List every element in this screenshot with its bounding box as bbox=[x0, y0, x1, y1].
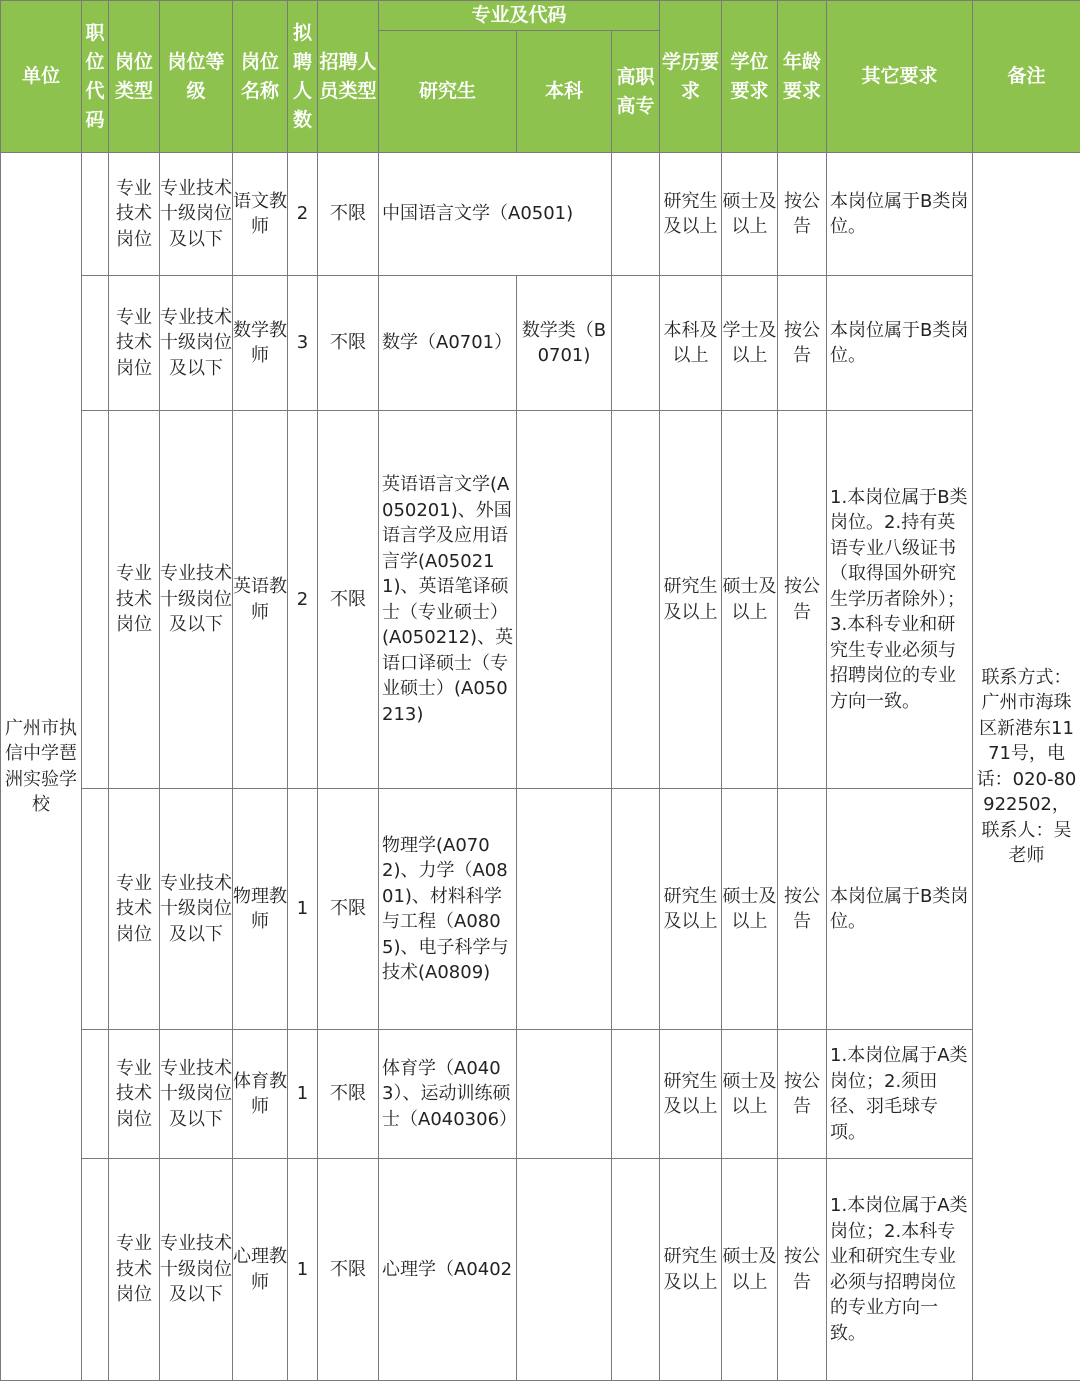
education-cell: 研究生及以上 bbox=[660, 153, 722, 276]
age-cell: 按公告 bbox=[778, 789, 827, 1030]
header-post-code: 职位代码 bbox=[82, 1, 109, 153]
undergrad-major-cell bbox=[517, 789, 612, 1030]
education-cell: 研究生及以上 bbox=[660, 1159, 722, 1381]
post-code-cell bbox=[82, 1159, 109, 1381]
header-unit: 单位 bbox=[1, 1, 82, 153]
count-cell: 3 bbox=[288, 276, 318, 411]
age-cell: 按公告 bbox=[778, 276, 827, 411]
age-cell: 按公告 bbox=[778, 1159, 827, 1381]
header-count: 拟聘人数 bbox=[288, 1, 318, 153]
vocational-cell bbox=[612, 411, 660, 789]
degree-cell: 硕士及以上 bbox=[722, 1030, 778, 1159]
header-undergrad: 本科 bbox=[517, 31, 612, 153]
age-cell: 按公告 bbox=[778, 1030, 827, 1159]
post-name-cell: 物理教师 bbox=[233, 789, 288, 1030]
undergrad-major-cell: 数学类（B0701) bbox=[517, 276, 612, 411]
age-cell: 按公告 bbox=[778, 153, 827, 276]
header-major-group: 专业及代码 bbox=[379, 1, 660, 31]
degree-cell: 学士及以上 bbox=[722, 276, 778, 411]
recruit-type-cell: 不限 bbox=[318, 1030, 379, 1159]
post-type-cell: 专业技术岗位 bbox=[109, 1030, 160, 1159]
degree-cell: 硕士及以上 bbox=[722, 411, 778, 789]
header-post-level: 岗位等级 bbox=[160, 1, 233, 153]
count-cell: 1 bbox=[288, 1159, 318, 1381]
recruit-type-cell: 不限 bbox=[318, 789, 379, 1030]
header-degree: 学位要求 bbox=[722, 1, 778, 153]
table-row bbox=[1, 276, 1080, 411]
education-cell: 研究生及以上 bbox=[660, 1030, 722, 1159]
header-education: 学历要求 bbox=[660, 1, 722, 153]
header-recruit-type: 招聘人员类型 bbox=[318, 1, 379, 153]
table-row bbox=[1, 411, 1080, 789]
count-cell: 1 bbox=[288, 1030, 318, 1159]
recruit-type-cell: 不限 bbox=[318, 276, 379, 411]
post-type-cell: 专业技术岗位 bbox=[109, 276, 160, 411]
header-remark: 备注 bbox=[973, 1, 1080, 153]
header-age: 年龄要求 bbox=[778, 1, 827, 153]
table-row bbox=[1, 1159, 1080, 1381]
post-code-cell bbox=[82, 1030, 109, 1159]
post-code-cell bbox=[82, 153, 109, 276]
vocational-cell bbox=[612, 276, 660, 411]
education-cell: 研究生及以上 bbox=[660, 789, 722, 1030]
other-req-cell: 本岗位属于B类岗位。 bbox=[827, 276, 973, 411]
degree-cell: 硕士及以上 bbox=[722, 789, 778, 1030]
count-cell: 1 bbox=[288, 789, 318, 1030]
recruit-type-cell: 不限 bbox=[318, 1159, 379, 1381]
post-type-cell: 专业技术岗位 bbox=[109, 789, 160, 1030]
vocational-cell bbox=[612, 153, 660, 276]
post-name-cell: 英语教师 bbox=[233, 411, 288, 789]
grad-major-cell: 中国语言文学（A0501) bbox=[379, 153, 612, 276]
other-req-cell: 1.本岗位属于A类岗位；2.本科专业和研究生专业必须与招聘岗位的专业方向一致。 bbox=[827, 1159, 973, 1381]
degree-cell: 硕士及以上 bbox=[722, 153, 778, 276]
header-post-type: 岗位类型 bbox=[109, 1, 160, 153]
undergrad-major-cell bbox=[517, 411, 612, 789]
post-level-cell: 专业技术十级岗位及以下 bbox=[160, 153, 233, 276]
post-level-cell: 专业技术十级岗位及以下 bbox=[160, 411, 233, 789]
other-req-cell: 本岗位属于B类岗位。 bbox=[827, 153, 973, 276]
post-type-cell: 专业技术岗位 bbox=[109, 153, 160, 276]
header-post-name: 岗位名称 bbox=[233, 1, 288, 153]
vocational-cell bbox=[612, 1159, 660, 1381]
post-name-cell: 体育教师 bbox=[233, 1030, 288, 1159]
post-level-cell: 专业技术十级岗位及以下 bbox=[160, 1030, 233, 1159]
undergrad-major-cell bbox=[517, 1159, 612, 1381]
vocational-cell bbox=[612, 789, 660, 1030]
education-cell: 研究生及以上 bbox=[660, 411, 722, 789]
education-cell: 本科及以上 bbox=[660, 276, 722, 411]
degree-cell: 硕士及以上 bbox=[722, 1159, 778, 1381]
grad-major-cell: 物理学(A0702)、力学（A0801)、材料科学与工程（A0805)、电子科学与技术(A0809) bbox=[379, 789, 517, 1030]
remark-cell: 联系方式：广州市海珠区新港东1171号，电话：020-80922502，联系人：吴老师 bbox=[973, 153, 1080, 1381]
table-row bbox=[1, 153, 1080, 276]
count-cell: 2 bbox=[288, 153, 318, 276]
header-grad: 研究生 bbox=[379, 31, 517, 153]
post-name-cell: 数学教师 bbox=[233, 276, 288, 411]
post-name-cell: 心理教师 bbox=[233, 1159, 288, 1381]
vocational-cell bbox=[612, 1030, 660, 1159]
post-level-cell: 专业技术十级岗位及以下 bbox=[160, 1159, 233, 1381]
table-row bbox=[1, 789, 1080, 1030]
header-vocational: 高职高专 bbox=[612, 31, 660, 153]
grad-major-cell: 体育学（A0403）、运动训练硕士（A040306） bbox=[379, 1030, 517, 1159]
table-row bbox=[1, 1030, 1080, 1159]
post-level-cell: 专业技术十级岗位及以下 bbox=[160, 789, 233, 1030]
post-name-cell: 语文教师 bbox=[233, 153, 288, 276]
post-code-cell bbox=[82, 411, 109, 789]
other-req-cell: 1.本岗位属于A类岗位；2.须田径、羽毛球专项。 bbox=[827, 1030, 973, 1159]
age-cell: 按公告 bbox=[778, 411, 827, 789]
grad-major-cell: 数学（A0701） bbox=[379, 276, 517, 411]
header-other: 其它要求 bbox=[827, 1, 973, 153]
post-level-cell: 专业技术十级岗位及以下 bbox=[160, 276, 233, 411]
unit-name: 广州市执信中学琶洲实验学校 bbox=[1, 153, 82, 1381]
other-req-cell: 本岗位属于B类岗位。 bbox=[827, 789, 973, 1030]
undergrad-major-cell bbox=[517, 1030, 612, 1159]
count-cell: 2 bbox=[288, 411, 318, 789]
recruit-type-cell: 不限 bbox=[318, 411, 379, 789]
post-type-cell: 专业技术岗位 bbox=[109, 1159, 160, 1381]
post-code-cell bbox=[82, 276, 109, 411]
grad-major-cell: 英语语言文学(A050201)、外国语言学及应用语言学(A050211)、英语笔译硕士（专业硕士）(A050212)、英语口译硕士（专业硕士）(A050213) bbox=[379, 411, 517, 789]
post-type-cell: 专业技术岗位 bbox=[109, 411, 160, 789]
recruit-type-cell: 不限 bbox=[318, 153, 379, 276]
other-req-cell: 1.本岗位属于B类岗位。2.持有英语专业八级证书（取得国外研究生学历者除外）；3.本科专业和研究生专业必须与招聘岗位的专业方向一致。 bbox=[827, 411, 973, 789]
post-code-cell bbox=[82, 789, 109, 1030]
grad-major-cell: 心理学（A0402 bbox=[379, 1159, 517, 1381]
